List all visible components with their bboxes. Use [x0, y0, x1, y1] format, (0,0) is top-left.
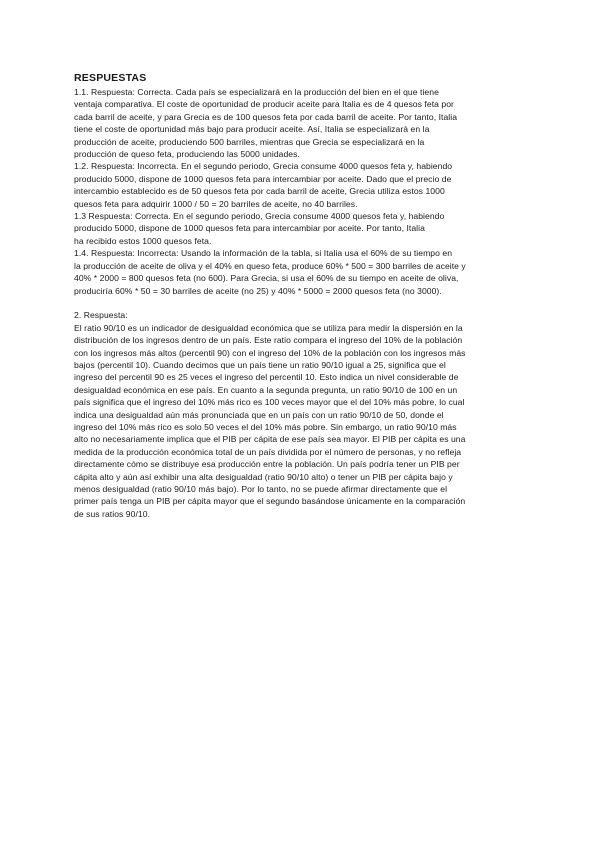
- answer-1-1: 1.1. Respuesta: Correcta. Cada país se especializará en la producción del bien en el que tiene ventaja comparativa. El coste de oportunidad de producir aceite para Italia es de 4 quesos feta por cada barril de aceite, y para Grecia es de 100 quesos feta por cada barril de aceite. Por tanto, Italia tiene el coste de oportunidad más bajo para producir aceite. Así, Italia se especializará en la producción de aceite, produciendo 500 barriles, mientras que Grecia se especializará en la producción de queso feta, produciendo las 5000 unidades.: [74, 87, 458, 160]
- document-title: RESPUESTAS: [74, 72, 147, 84]
- answer-1-2: 1.2. Respuesta: Incorrecta. En el segundo periodo, Grecia consume 4000 quesos feta y, habiendo producido 5000, dispone de 1000 quesos feta para intercambiar por aceite. Dado que el precio de intercambio establecido es de 50 quesos feta por cada barril de aceite, Grecia utiliza estos 1000 quesos feta para adquirir 1000 / 50 = 20 barriles de aceite, no 40 barriles.: [74, 161, 453, 209]
- answer-1-3: 1.3 Respuesta: Correcta. En el segundo periodo, Grecia consume 4000 quesos feta y, habiendo producido 5000, dispone de 1000 quesos feta para intercambiar por aceite. Por tanto, Italia ha recibido estos 1000 quesos feta.: [74, 211, 445, 246]
- section-spacer: [74, 297, 526, 309]
- document-page: [74, 72, 526, 520]
- answer-1-4: 1.4. Respuesta: Incorrecta: Usando la información de la tabla, si Italia usa el 60% de su tiempo en la producción de aceite de oliva y el 40% en queso feta, produce 60% * 500 = 300 barriles de aceite y 40% * 2000 = 800 quesos feta (no 600). Para Grecia, si usa el 60% de su tiempo en aceite de oliva, produciría 60% * 50 = 30 barriles de aceite (no 25) y 40% * 5000 = 2000 quesos feta (no 3000).: [74, 248, 466, 296]
- section-2-heading: 2. Respuesta:: [74, 310, 128, 321]
- section-2-body: El ratio 90/10 es un indicador de desigualdad económica que se utiliza para medir la dispersión en la distribución de los ingresos dentro de un país. Este ratio compara el ingreso del 10% de la población con los ingresos más altos (percentil 90) con el ingreso del 10% de la población con los ingresos más bajos (percentil 10). Cuando decimos que un país tiene un ratio 90/10 igual a 25, significa que el ingreso del percentil 90 es 25 veces el ingreso del percentil 10. Esto indica un nivel considerable de desigualdad económica en ese país. En cuanto a la segunda pregunta, un ratio 90/10 de 100 en un país significa que el ingreso del 10% más rico es 100 veces mayor que el del 10% más pobre, lo cual indica una desigualdad aún más pronunciada que en un país con un ratio 90/10 de 50, donde el ingreso del 10% más rico es solo 50 veces el del 10% más pobre. Sin embargo, un ratio 90/10 más alto no necesariamente implica que el PIB per cápita de ese país sea mayor. El PIB per cápita es una medida de la producción económica total de un país dividida por el número de personas, y no refleja directamente cómo se distribuye esa producción entre la población. Un país podría tener un PIB per cápita alto y aún así exhibir una alta desigualdad (ratio 90/10 alto) o tener un PIB per cápita bajo y menos desigualdad (ratio 90/10 más bajo). Por lo tanto, no se puede afirmar directamente que el primer país tenga un PIB per cápita mayor que el segundo basándose únicamente en la comparación de sus ratios 90/10.: [74, 322, 466, 519]
